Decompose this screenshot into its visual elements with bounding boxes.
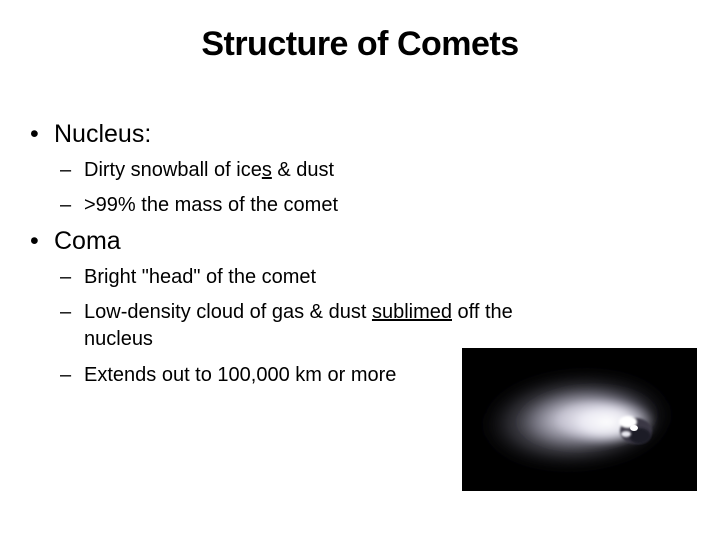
sub-bullet-text: Dirty snowball of ice xyxy=(84,159,262,181)
bullet-marker: • xyxy=(30,120,39,148)
sub-bullet-text: off the xyxy=(452,301,513,323)
underlined-text: sublimed xyxy=(371,301,452,323)
sub-bullet-text: Bright "head" of the comet xyxy=(84,266,317,288)
sub-bullet-text: Extends out to 100,000 km or more xyxy=(84,364,397,386)
sub-bullet-text: Low-density cloud of gas & dust xyxy=(84,301,372,323)
sub-bullet-bright-head xyxy=(60,264,620,291)
bullet-nucleus xyxy=(30,118,151,150)
bullet-coma xyxy=(30,225,121,257)
dash-marker: – xyxy=(60,301,72,323)
comet-nucleus-photo xyxy=(462,348,697,491)
sub-bullet-text: >99% the mass of the comet xyxy=(84,194,339,216)
dash-marker: – xyxy=(60,364,72,386)
sub-bullet-mass xyxy=(60,192,620,219)
dash-marker: – xyxy=(60,194,72,216)
underlined-text: s xyxy=(261,159,272,181)
bullet-label: Nucleus: xyxy=(54,120,152,148)
sub-bullet-dirty-snowball xyxy=(60,157,620,184)
sub-bullet-text: & dust xyxy=(271,159,335,181)
bullet-marker: • xyxy=(30,227,39,255)
bullet-label: Coma xyxy=(54,227,121,255)
sub-bullet-low-density-cloud xyxy=(60,299,620,353)
sub-bullet-text-continued: nucleus xyxy=(84,328,153,350)
slide-title: Structure of Comets xyxy=(201,25,519,63)
dash-marker: – xyxy=(60,266,72,288)
dash-marker: – xyxy=(60,159,72,181)
comet-photo-graphic xyxy=(462,348,697,491)
